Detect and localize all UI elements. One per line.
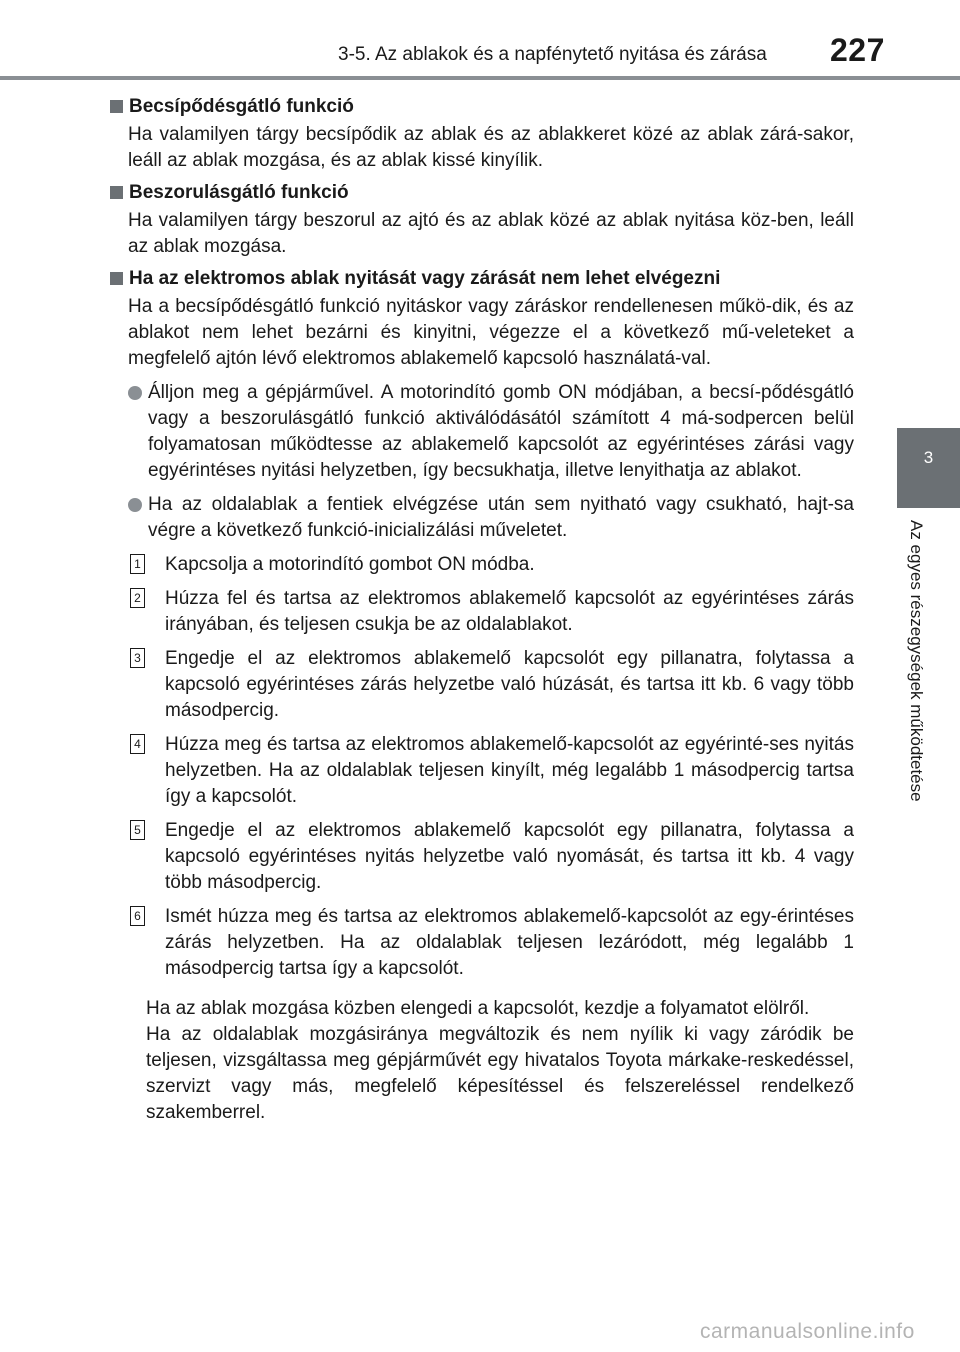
- section-paragraph: Ha valamilyen tárgy beszorul az ajtó és az ablak közé az ablak nyitása köz-ben, leáll az ablak mozgása.: [128, 210, 854, 257]
- section-heading-text: Becsípődésgátló funkció: [129, 96, 354, 117]
- step-text: Engedje el az elektromos ablakemelő kapcsolót egy pillanatra, folytassa a kapcsoló egyérintéses nyitás helyzetbe való nyomását, és tartsa itt kb. 4 vagy több másodpercig.: [165, 820, 854, 893]
- section-title: 3-5. Az ablakok és a napfénytető nyitása és zárása: [338, 44, 767, 65]
- step-number: 6: [130, 906, 145, 926]
- step-number: 1: [130, 554, 145, 574]
- watermark: carmanualsonline.info: [700, 1320, 915, 1343]
- step-number: 5: [130, 820, 145, 840]
- step-number: 2: [130, 588, 145, 608]
- step-text: Ismét húzza meg és tartsa az elektromos ablakemelő-kapcsolót az egy-érintéses zárás helyzetben. Ha az oldalablak teljesen lezáródott, még legalább 1 másodpercig tartsa így a kapcsolót.: [165, 906, 854, 979]
- square-bullet-icon: [110, 100, 123, 113]
- page-number: 227: [830, 32, 885, 68]
- page-header: [0, 0, 960, 78]
- step-item: [130, 818, 854, 896]
- step-item: [130, 646, 854, 724]
- section-heading: [110, 266, 854, 292]
- section-heading-text: Ha az elektromos ablak nyitását vagy zárását nem lehet elvégezni: [129, 268, 721, 289]
- square-bullet-icon: [110, 186, 123, 199]
- note-line: Ha az oldalablak mozgásiránya megváltozik és nem nyílik ki vagy záródik be teljesen, vizsgáltassa meg gépjárművét egy hivatalos Toyota márkake-reskedéssel, szervizt vagy más, megfelelő képesítéssel és felszereléssel rendelkező szakemberrel.: [146, 1024, 854, 1123]
- page-content: [110, 88, 854, 1126]
- bullet-item: [128, 380, 854, 484]
- step-text: Húzza meg és tartsa az elektromos ablakemelő-kapcsolót az egyérinté-ses nyitás helyzetben. Ha az oldalablak teljesen kinyílt, még legalább 1 másodpercig tartsa így a kapcsolót.: [165, 734, 854, 807]
- square-bullet-icon: [110, 272, 123, 285]
- bullet-text: Álljon meg a gépjárművel. A motorindító gomb ON módjában, a becsí-pődésgátló vagy a beszorulásgátló funkció aktiválódásától számított 4 má-sodpercen belül folyamatosan működtesse az ablakemelő kapcsolót az egyérintéses zárási vagy egyérintéses nyitási helyzetben, így becsukhatja, illetve lenyithatja az ablakot.: [148, 382, 854, 481]
- section-heading: [110, 180, 854, 206]
- circle-bullet-icon: [128, 386, 142, 400]
- note-line: Ha az ablak mozgása közben elengedi a kapcsolót, kezdje a folyamatot elölről.: [146, 998, 810, 1019]
- chapter-label: Az egyes részegységek működtetése: [907, 520, 926, 802]
- circle-bullet-icon: [128, 498, 142, 512]
- step-text: Kapcsolja a motorindító gombot ON módba.: [165, 554, 535, 575]
- step-item: [130, 904, 854, 982]
- chapter-number: 3: [923, 448, 934, 467]
- step-item: [130, 732, 854, 810]
- chapter-tab: [897, 428, 960, 508]
- step-item: [130, 586, 854, 638]
- step-number: 3: [130, 648, 145, 668]
- section-heading: [110, 94, 854, 120]
- bullet-item: [128, 492, 854, 544]
- step-number: 4: [130, 734, 145, 754]
- section-paragraph: Ha valamilyen tárgy becsípődik az ablak és az ablakkeret közé az ablak zárá-sakor, leáll az ablak mozgása, és az ablak kissé kinyílik.: [128, 124, 854, 171]
- step-item: [130, 552, 854, 578]
- header-divider: [0, 76, 960, 80]
- step-text: Húzza fel és tartsa az elektromos ablakemelő kapcsolót az egyérintéses zárás irányában, és teljesen csukja be az oldalablakot.: [165, 588, 854, 635]
- bullet-text: Ha az oldalablak a fentiek elvégzése után sem nyitható vagy csukható, hajt-sa végre a következő funkció-inicializálási műveletet.: [148, 494, 854, 541]
- step-text: Engedje el az elektromos ablakemelő kapcsolót egy pillanatra, folytassa a kapcsoló egyérintéses zárás helyzetbe való húzását, és tartsa itt kb. 6 vagy több másodpercig.: [165, 648, 854, 721]
- section-heading-text: Beszorulásgátló funkció: [129, 182, 349, 203]
- section-paragraph: Ha a becsípődésgátló funkció nyitáskor vagy záráskor rendellenesen műkö-dik, és az ablakot nem lehet bezárni és kinyitni, végezze el a következő mű-veleteket a megfelelő ajtón lévő elektromos ablakemelő kapcsoló használatá-val.: [128, 296, 854, 369]
- note-paragraph: [146, 996, 854, 1126]
